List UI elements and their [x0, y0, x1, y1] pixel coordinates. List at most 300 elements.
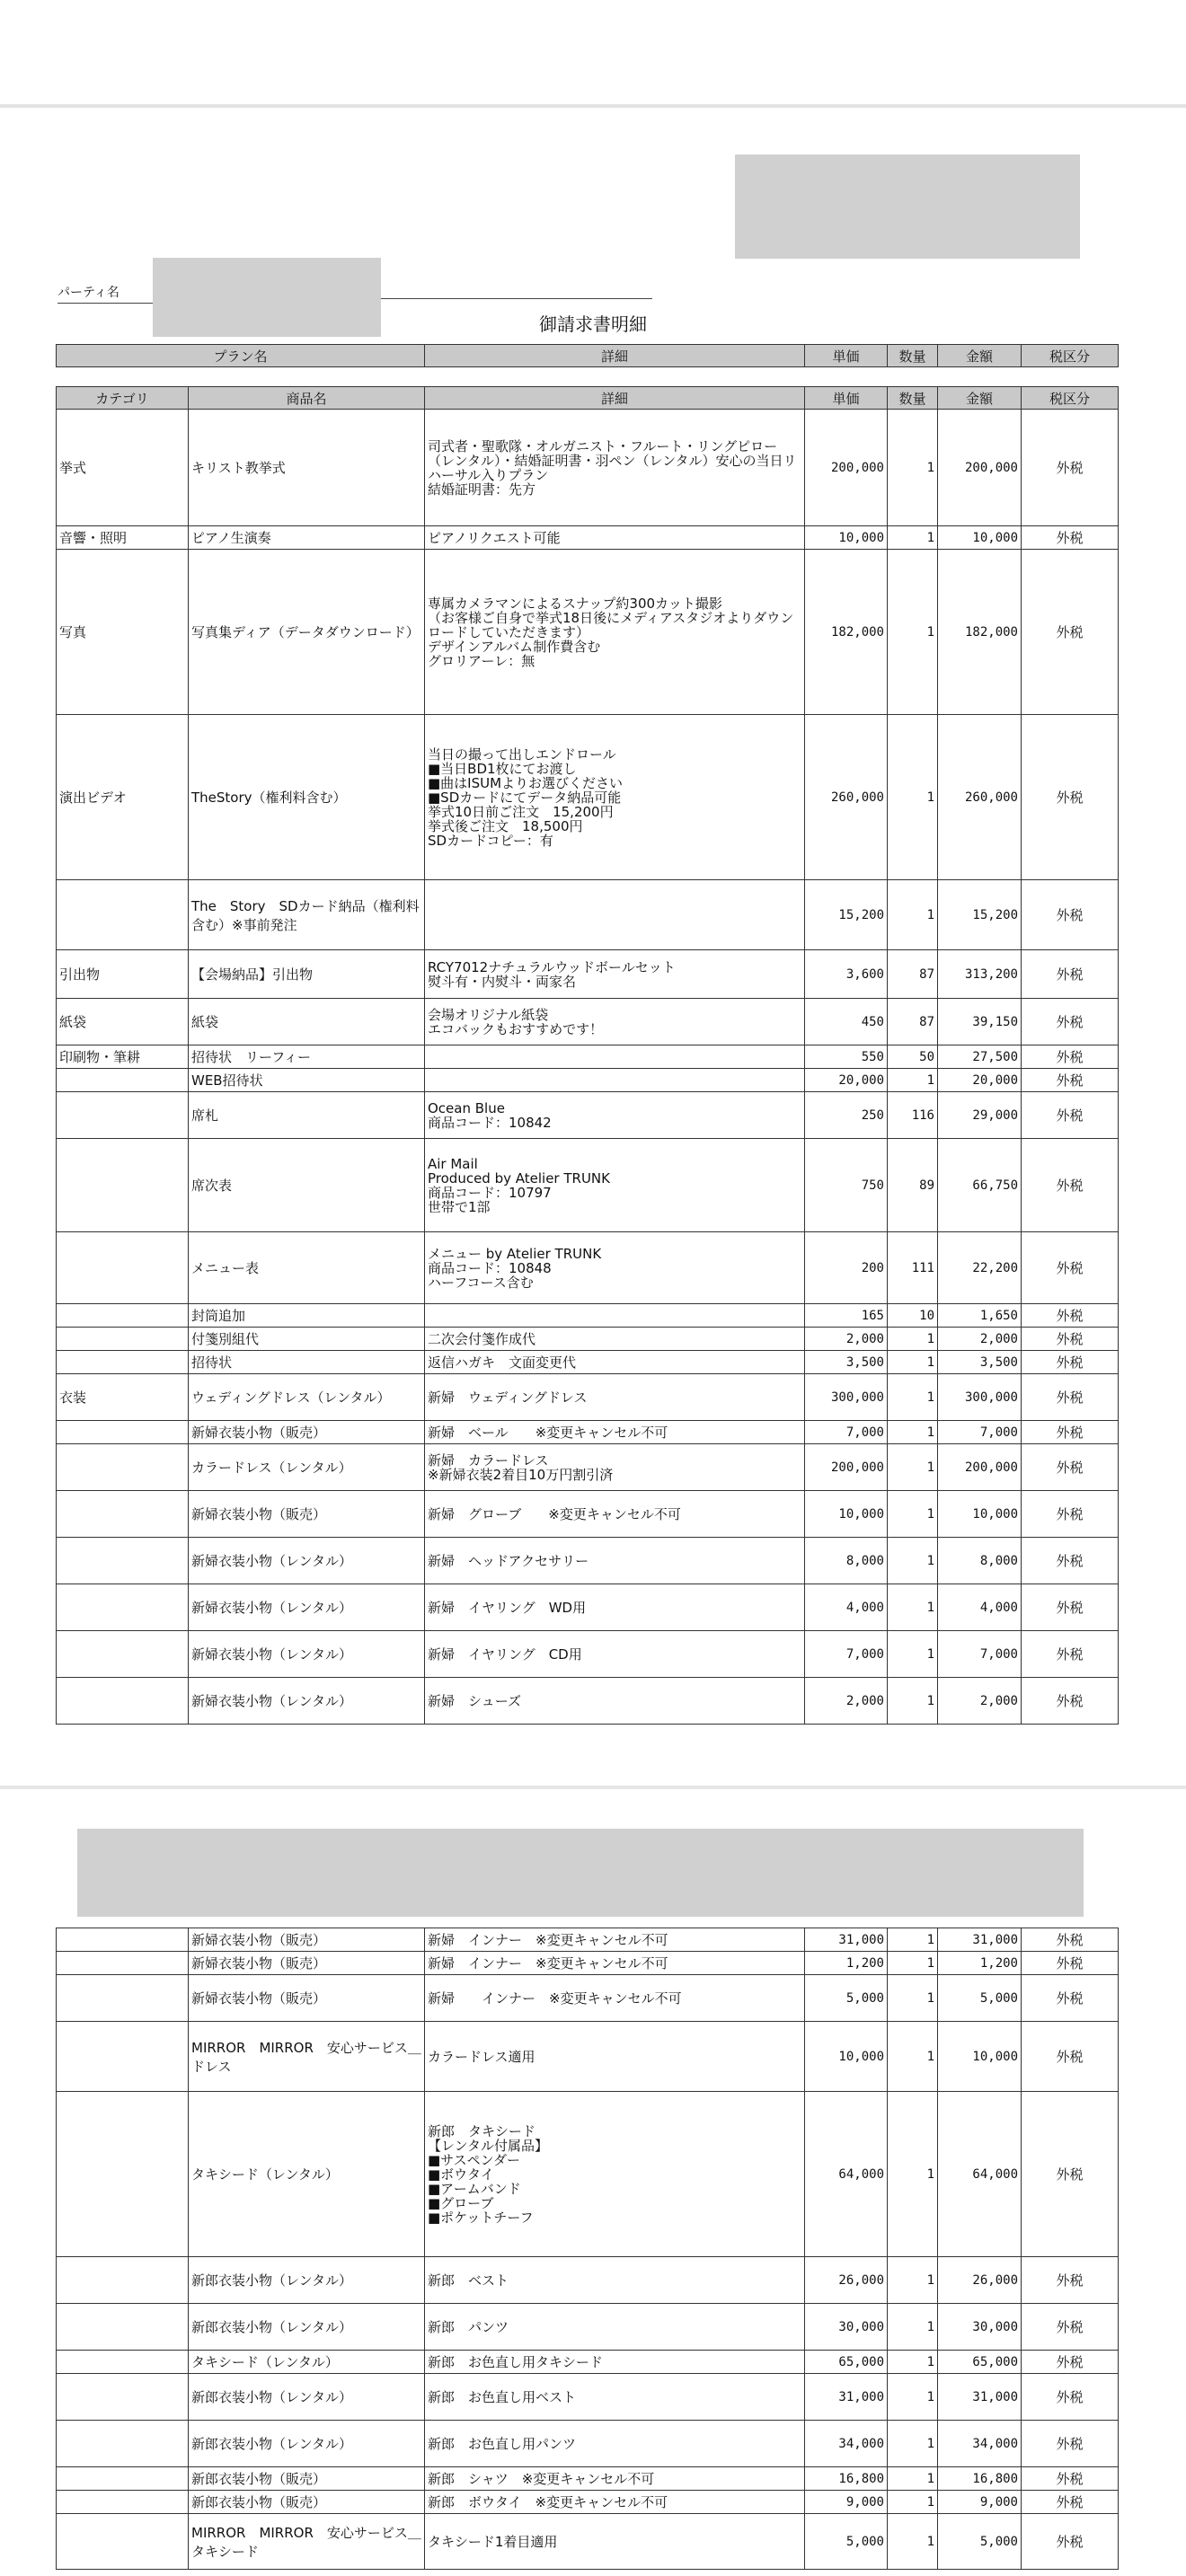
unit-price-cell: 10,000 [805, 1491, 888, 1538]
category-cell [57, 1092, 189, 1139]
quantity-cell: 1 [888, 2304, 938, 2351]
table-row [57, 2351, 1119, 2374]
quantity-cell: 1 [888, 2491, 938, 2514]
unit-price-cell: 20,000 [805, 1069, 888, 1092]
product-name-cell: カラードレス（レンタル） [189, 1444, 425, 1491]
unit-price-cell: 15,200 [805, 880, 888, 950]
tax-type-cell: 外税 [1022, 1374, 1119, 1421]
quantity-cell: 1 [888, 1351, 938, 1374]
product-name-cell: 紙袋 [189, 999, 425, 1045]
amount-cell: 65,000 [938, 2351, 1022, 2374]
category-cell [57, 1444, 189, 1491]
tax-type-cell: 外税 [1022, 1631, 1119, 1678]
tax-type-cell: 外税 [1022, 880, 1119, 950]
detail-cell [425, 1304, 805, 1328]
detail-cell: 当日の撮って出しエンドロール ■当日BD1枚にてお渡し ■曲はISUMよりお選びください ■SDカードにてデータ納品可能 挙式10日前ご注文 15,200円 挙式後ご注文 18,500円 SDカードコピー：有 [425, 715, 805, 880]
amount-cell: 15,200 [938, 880, 1022, 950]
detail-cell: 新郎 シャツ ※変更キャンセル不可 [425, 2467, 805, 2491]
tax-type-cell: 外税 [1022, 2257, 1119, 2304]
category-cell [57, 2351, 189, 2374]
detail-cell: 新郎 お色直し用ベスト [425, 2374, 805, 2421]
tax-type-cell: 外税 [1022, 2491, 1119, 2514]
category-cell: 引出物 [57, 950, 189, 999]
product-name-cell: タキシード（レンタル） [189, 2351, 425, 2374]
table-row [57, 1952, 1119, 1975]
redacted-block [735, 154, 1080, 259]
unit-price-cell: 182,000 [805, 550, 888, 715]
col-tax-type: 税区分 [1022, 387, 1119, 410]
unit-price-cell: 16,800 [805, 2467, 888, 2491]
quantity-cell: 1 [888, 1069, 938, 1092]
unit-price-cell: 5,000 [805, 1975, 888, 2022]
product-name-cell: 新婦衣装小物（レンタル） [189, 1538, 425, 1584]
unit-price-cell: 3,600 [805, 950, 888, 999]
product-name-cell: 新婦衣装小物（レンタル） [189, 1584, 425, 1631]
product-name-cell: MIRROR MIRROR 安心サービス＿ドレス [189, 2022, 425, 2092]
quantity-cell: 1 [888, 2351, 938, 2374]
category-cell [57, 1491, 189, 1538]
amount-cell: 260,000 [938, 715, 1022, 880]
tax-type-cell: 外税 [1022, 1538, 1119, 1584]
detail-cell: 新婦 ヘッドアクセサリー [425, 1538, 805, 1584]
product-name-cell: WEB招待状 [189, 1069, 425, 1092]
plan-col-quantity: 数量 [888, 345, 938, 367]
product-name-cell: 新郎衣装小物（販売） [189, 2491, 425, 2514]
product-name-cell: 【会場納品】引出物 [189, 950, 425, 999]
product-name-cell: The Story SDカード納品（権利料含む）※事前発注 [189, 880, 425, 950]
quantity-cell: 1 [888, 1328, 938, 1351]
table-row [57, 410, 1119, 526]
product-name-cell: 新婦衣装小物（販売） [189, 1421, 425, 1444]
amount-cell: 9,000 [938, 2491, 1022, 2514]
detail-cell: 新婦 グローブ ※変更キャンセル不可 [425, 1491, 805, 1538]
product-name-cell: MIRROR MIRROR 安心サービス＿タキシード [189, 2514, 425, 2570]
amount-cell: 10,000 [938, 526, 1022, 550]
tax-type-cell: 外税 [1022, 2092, 1119, 2257]
col-quantity: 数量 [888, 387, 938, 410]
quantity-cell: 1 [888, 2092, 938, 2257]
amount-cell: 7,000 [938, 1631, 1022, 1678]
redacted-header-block [77, 1829, 1084, 1917]
category-cell [57, 1304, 189, 1328]
table-row [57, 1538, 1119, 1584]
quantity-cell: 1 [888, 2467, 938, 2491]
tax-type-cell: 外税 [1022, 1975, 1119, 2022]
party-name-label: パーティ名 [58, 283, 153, 304]
unit-price-cell: 10,000 [805, 2022, 888, 2092]
detail-cell: 司式者・聖歌隊・オルガニスト・フルート・リングピロー（レンタル）・結婚証明書・羽ペン（レンタル）安心の当日リハーサル入りプラン 結婚証明書：先方 [425, 410, 805, 526]
detail-cell: 新婦 インナー ※変更キャンセル不可 [425, 1952, 805, 1975]
quantity-cell: 1 [888, 715, 938, 880]
detail-cell: 新婦 ウェディングドレス [425, 1374, 805, 1421]
table-row [57, 2374, 1119, 2421]
quantity-cell: 1 [888, 1538, 938, 1584]
col-detail: 詳細 [425, 387, 805, 410]
product-name-cell: 席次表 [189, 1139, 425, 1232]
table-row [57, 2514, 1119, 2570]
amount-cell: 26,000 [938, 2257, 1022, 2304]
table-row [57, 526, 1119, 550]
product-name-cell: 新郎衣装小物（販売） [189, 2467, 425, 2491]
detail-cell: Ocean Blue 商品コード：10842 [425, 1092, 805, 1139]
table-row [57, 1232, 1119, 1304]
table-row [57, 1678, 1119, 1725]
tax-type-cell: 外税 [1022, 1444, 1119, 1491]
detail-cell: 新婦 シューズ [425, 1678, 805, 1725]
table-row [57, 2304, 1119, 2351]
unit-price-cell: 8,000 [805, 1538, 888, 1584]
table-row [57, 1374, 1119, 1421]
category-cell [57, 1139, 189, 1232]
plan-col-plan-name: プラン名 [57, 345, 425, 367]
amount-cell: 1,650 [938, 1304, 1022, 1328]
detail-cell: ピアノリクエスト可能 [425, 526, 805, 550]
product-name-cell: 新郎衣装小物（レンタル） [189, 2421, 425, 2467]
unit-price-cell: 2,000 [805, 1328, 888, 1351]
unit-price-cell: 5,000 [805, 2514, 888, 2570]
quantity-cell: 50 [888, 1045, 938, 1069]
amount-cell: 16,800 [938, 2467, 1022, 2491]
detail-cell: 返信ハガキ 文面変更代 [425, 1351, 805, 1374]
category-cell [57, 2092, 189, 2257]
unit-price-cell: 200 [805, 1232, 888, 1304]
detail-cell: RCY7012ナチュラルウッドボールセット 熨斗有・内熨斗・両家名 [425, 950, 805, 999]
table-row [57, 1139, 1119, 1232]
unit-price-cell: 1,200 [805, 1952, 888, 1975]
tax-type-cell: 外税 [1022, 526, 1119, 550]
amount-cell: 31,000 [938, 2374, 1022, 2421]
product-name-cell: 招待状 [189, 1351, 425, 1374]
tax-type-cell: 外税 [1022, 950, 1119, 999]
items-body [57, 410, 1119, 1725]
detail-cell [425, 1045, 805, 1069]
tax-type-cell: 外税 [1022, 2421, 1119, 2467]
quantity-cell: 1 [888, 410, 938, 526]
category-cell [57, 1421, 189, 1444]
quantity-cell: 1 [888, 1584, 938, 1631]
product-name-cell: 席札 [189, 1092, 425, 1139]
amount-cell: 29,000 [938, 1092, 1022, 1139]
category-cell [57, 1328, 189, 1351]
col-category: カテゴリ [57, 387, 189, 410]
category-cell [57, 1678, 189, 1725]
quantity-cell: 87 [888, 950, 938, 999]
unit-price-cell: 7,000 [805, 1631, 888, 1678]
table-row [57, 2491, 1119, 2514]
unit-price-cell: 30,000 [805, 2304, 888, 2351]
tax-type-cell: 外税 [1022, 999, 1119, 1045]
unit-price-cell: 31,000 [805, 1928, 888, 1952]
col-amount: 金額 [938, 387, 1022, 410]
category-cell [57, 2304, 189, 2351]
quantity-cell: 116 [888, 1092, 938, 1139]
amount-cell: 10,000 [938, 2022, 1022, 2092]
product-name-cell: 新婦衣装小物（販売） [189, 1928, 425, 1952]
quantity-cell: 1 [888, 1952, 938, 1975]
items-table [56, 386, 1119, 1725]
category-cell [57, 2022, 189, 2092]
table-row [57, 1328, 1119, 1351]
tax-type-cell: 外税 [1022, 1328, 1119, 1351]
product-name-cell: タキシード（レンタル） [189, 2092, 425, 2257]
tax-type-cell: 外税 [1022, 1421, 1119, 1444]
quantity-cell: 1 [888, 1678, 938, 1725]
product-name-cell: ウェディングドレス（レンタル） [189, 1374, 425, 1421]
amount-cell: 7,000 [938, 1421, 1022, 1444]
page-top-margin [0, 0, 1186, 108]
tax-type-cell: 外税 [1022, 1351, 1119, 1374]
unit-price-cell: 250 [805, 1092, 888, 1139]
table-row [57, 715, 1119, 880]
quantity-cell: 1 [888, 550, 938, 715]
unit-price-cell: 750 [805, 1139, 888, 1232]
table-row [57, 2467, 1119, 2491]
quantity-cell: 1 [888, 1491, 938, 1538]
amount-cell: 182,000 [938, 550, 1022, 715]
unit-price-cell: 3,500 [805, 1351, 888, 1374]
quantity-cell: 10 [888, 1304, 938, 1328]
category-cell: 挙式 [57, 410, 189, 526]
table-row [57, 2421, 1119, 2467]
detail-cell: カラードレス適用 [425, 2022, 805, 2092]
tax-type-cell: 外税 [1022, 2514, 1119, 2570]
product-name-cell: 招待状 リーフィー [189, 1045, 425, 1069]
product-name-cell: メニュー表 [189, 1232, 425, 1304]
unit-price-cell: 450 [805, 999, 888, 1045]
product-name-cell: 新婦衣装小物（販売） [189, 1491, 425, 1538]
detail-cell: 新郎 タキシード 【レンタル付属品】 ■サスペンダー ■ボウタイ ■アームバンド ■グローブ ■ポケットチーフ [425, 2092, 805, 2257]
category-cell [57, 880, 189, 950]
quantity-cell: 1 [888, 526, 938, 550]
category-cell [57, 1928, 189, 1952]
unit-price-cell: 34,000 [805, 2421, 888, 2467]
detail-cell: 新郎 お色直し用パンツ [425, 2421, 805, 2467]
table-row [57, 1444, 1119, 1491]
quantity-cell: 1 [888, 1421, 938, 1444]
items-table-continued [56, 1928, 1119, 2570]
amount-cell: 5,000 [938, 2514, 1022, 2570]
tax-type-cell: 外税 [1022, 2351, 1119, 2374]
unit-price-cell: 260,000 [805, 715, 888, 880]
product-name-cell: 封筒追加 [189, 1304, 425, 1328]
unit-price-cell: 200,000 [805, 410, 888, 526]
amount-cell: 66,750 [938, 1139, 1022, 1232]
quantity-cell: 111 [888, 1232, 938, 1304]
unit-price-cell: 200,000 [805, 1444, 888, 1491]
amount-cell: 200,000 [938, 1444, 1022, 1491]
detail-cell: タキシード1着目適用 [425, 2514, 805, 2570]
detail-cell: 二次会付箋作成代 [425, 1328, 805, 1351]
unit-price-cell: 300,000 [805, 1374, 888, 1421]
unit-price-cell: 65,000 [805, 2351, 888, 2374]
category-cell [57, 1538, 189, 1584]
amount-cell: 20,000 [938, 1069, 1022, 1092]
category-cell: 印刷物・筆耕 [57, 1045, 189, 1069]
table-row [57, 1928, 1119, 1952]
plan-col-tax-type: 税区分 [1022, 345, 1119, 367]
quantity-cell: 1 [888, 2022, 938, 2092]
amount-cell: 30,000 [938, 2304, 1022, 2351]
detail-cell: 新郎 ベスト [425, 2257, 805, 2304]
tax-type-cell: 外税 [1022, 410, 1119, 526]
col-product-name: 商品名 [189, 387, 425, 410]
category-cell [57, 2491, 189, 2514]
plan-col-unit-price: 単価 [805, 345, 888, 367]
quantity-cell: 1 [888, 1444, 938, 1491]
category-cell [57, 1069, 189, 1092]
tax-type-cell: 外税 [1022, 1232, 1119, 1304]
category-cell [57, 2467, 189, 2491]
category-cell: 紙袋 [57, 999, 189, 1045]
tax-type-cell: 外税 [1022, 1491, 1119, 1538]
category-cell: 写真 [57, 550, 189, 715]
tax-type-cell: 外税 [1022, 1045, 1119, 1069]
table-row [57, 1631, 1119, 1678]
amount-cell: 4,000 [938, 1584, 1022, 1631]
tax-type-cell: 外税 [1022, 1069, 1119, 1092]
unit-price-cell: 7,000 [805, 1421, 888, 1444]
detail-cell [425, 1069, 805, 1092]
quantity-cell: 1 [888, 2257, 938, 2304]
category-cell [57, 2257, 189, 2304]
category-cell [57, 1584, 189, 1631]
product-name-cell: 新郎衣装小物（レンタル） [189, 2257, 425, 2304]
tax-type-cell: 外税 [1022, 1139, 1119, 1232]
detail-cell: 新婦 インナー ※変更キャンセル不可 [425, 1928, 805, 1952]
amount-cell: 200,000 [938, 410, 1022, 526]
product-name-cell: TheStory（権利料含む） [189, 715, 425, 880]
amount-cell: 10,000 [938, 1491, 1022, 1538]
tax-type-cell: 外税 [1022, 2022, 1119, 2092]
quantity-cell: 89 [888, 1139, 938, 1232]
unit-price-cell: 2,000 [805, 1678, 888, 1725]
amount-cell: 39,150 [938, 999, 1022, 1045]
detail-cell: 専属カメラマンによるスナップ約300カット撮影 （お客様ご自身で挙式18日後にメディアスタジオよりダウンロードしていただきます） デザインアルバム制作費含む グロリアーレ：無 [425, 550, 805, 715]
quantity-cell: 1 [888, 1975, 938, 2022]
unit-price-cell: 10,000 [805, 526, 888, 550]
detail-cell: 新婦 ベール ※変更キャンセル不可 [425, 1421, 805, 1444]
detail-cell: 新婦 インナー ※変更キャンセル不可 [425, 1975, 805, 2022]
table-row [57, 550, 1119, 715]
unit-price-cell: 9,000 [805, 2491, 888, 2514]
table-row [57, 999, 1119, 1045]
table-row [57, 1092, 1119, 1139]
quantity-cell: 1 [888, 2421, 938, 2467]
table-row [57, 1421, 1119, 1444]
amount-cell: 2,000 [938, 1678, 1022, 1725]
quantity-cell: 1 [888, 1374, 938, 1421]
category-cell [57, 1975, 189, 2022]
tax-type-cell: 外税 [1022, 2304, 1119, 2351]
table-row [57, 1045, 1119, 1069]
tax-type-cell: 外税 [1022, 1678, 1119, 1725]
col-unit-price: 単価 [805, 387, 888, 410]
amount-cell: 5,000 [938, 1975, 1022, 2022]
category-cell [57, 2421, 189, 2467]
category-cell: 音響・照明 [57, 526, 189, 550]
quantity-cell: 87 [888, 999, 938, 1045]
unit-price-cell: 550 [805, 1045, 888, 1069]
category-cell: 衣装 [57, 1374, 189, 1421]
category-cell [57, 1631, 189, 1678]
amount-cell: 300,000 [938, 1374, 1022, 1421]
category-cell [57, 2374, 189, 2421]
tax-type-cell: 外税 [1022, 2467, 1119, 2491]
amount-cell: 31,000 [938, 1928, 1022, 1952]
quantity-cell: 1 [888, 880, 938, 950]
detail-cell: 新郎 お色直し用タキシード [425, 2351, 805, 2374]
items-body-continued [57, 1928, 1119, 2570]
amount-cell: 22,200 [938, 1232, 1022, 1304]
product-name-cell: ピアノ生演奏 [189, 526, 425, 550]
amount-cell: 27,500 [938, 1045, 1022, 1069]
product-name-cell: 新婦衣装小物（販売） [189, 1975, 425, 2022]
amount-cell: 2,000 [938, 1328, 1022, 1351]
product-name-cell: 新婦衣装小物（レンタル） [189, 1678, 425, 1725]
plan-col-amount: 金額 [938, 345, 1022, 367]
tax-type-cell: 外税 [1022, 1304, 1119, 1328]
table-row [57, 880, 1119, 950]
detail-cell: 新郎 パンツ [425, 2304, 805, 2351]
plan-col-detail: 詳細 [425, 345, 805, 367]
product-name-cell: 新婦衣装小物（レンタル） [189, 1631, 425, 1678]
product-name-cell: 写真集ディア（データダウンロード） [189, 550, 425, 715]
unit-price-cell: 165 [805, 1304, 888, 1328]
document-title: 御請求書明細 [539, 313, 647, 335]
table-row [57, 2022, 1119, 2092]
detail-cell: 新婦 カラードレス ※新婦衣装2着目10万円割引済 [425, 1444, 805, 1491]
quantity-cell: 1 [888, 1928, 938, 1952]
table-row [57, 2092, 1119, 2257]
table-row [57, 2257, 1119, 2304]
category-cell [57, 1351, 189, 1374]
amount-cell: 3,500 [938, 1351, 1022, 1374]
category-cell [57, 1232, 189, 1304]
table-row [57, 1069, 1119, 1092]
tax-type-cell: 外税 [1022, 1928, 1119, 1952]
plan-header-table [56, 344, 1119, 367]
tax-type-cell: 外税 [1022, 715, 1119, 880]
table-row [57, 1584, 1119, 1631]
quantity-cell: 1 [888, 2374, 938, 2421]
unit-price-cell: 31,000 [805, 2374, 888, 2421]
category-cell [57, 1952, 189, 1975]
detail-cell: Air Mail Produced by Atelier TRUNK 商品コード：10797 世帯で1部 [425, 1139, 805, 1232]
quantity-cell: 1 [888, 1631, 938, 1678]
product-name-cell: キリスト教挙式 [189, 410, 425, 526]
detail-cell: 新婦 イヤリング CD用 [425, 1631, 805, 1678]
category-cell [57, 2514, 189, 2570]
tax-type-cell: 外税 [1022, 1092, 1119, 1139]
detail-cell [425, 880, 805, 950]
amount-cell: 34,000 [938, 2421, 1022, 2467]
table-row [57, 1351, 1119, 1374]
amount-cell: 313,200 [938, 950, 1022, 999]
table-row [57, 1304, 1119, 1328]
table-row [57, 1491, 1119, 1538]
product-name-cell: 新郎衣装小物（レンタル） [189, 2374, 425, 2421]
category-cell: 演出ビデオ [57, 715, 189, 880]
amount-cell: 64,000 [938, 2092, 1022, 2257]
product-name-cell: 新婦衣装小物（販売） [189, 1952, 425, 1975]
tax-type-cell: 外税 [1022, 1952, 1119, 1975]
product-name-cell: 新郎衣装小物（レンタル） [189, 2304, 425, 2351]
product-name-cell: 付箋別組代 [189, 1328, 425, 1351]
detail-cell: 新婦 イヤリング WD用 [425, 1584, 805, 1631]
detail-cell: メニュー by Atelier TRUNK 商品コード：10848 ハーフコース含む [425, 1232, 805, 1304]
tax-type-cell: 外税 [1022, 550, 1119, 715]
unit-price-cell: 4,000 [805, 1584, 888, 1631]
